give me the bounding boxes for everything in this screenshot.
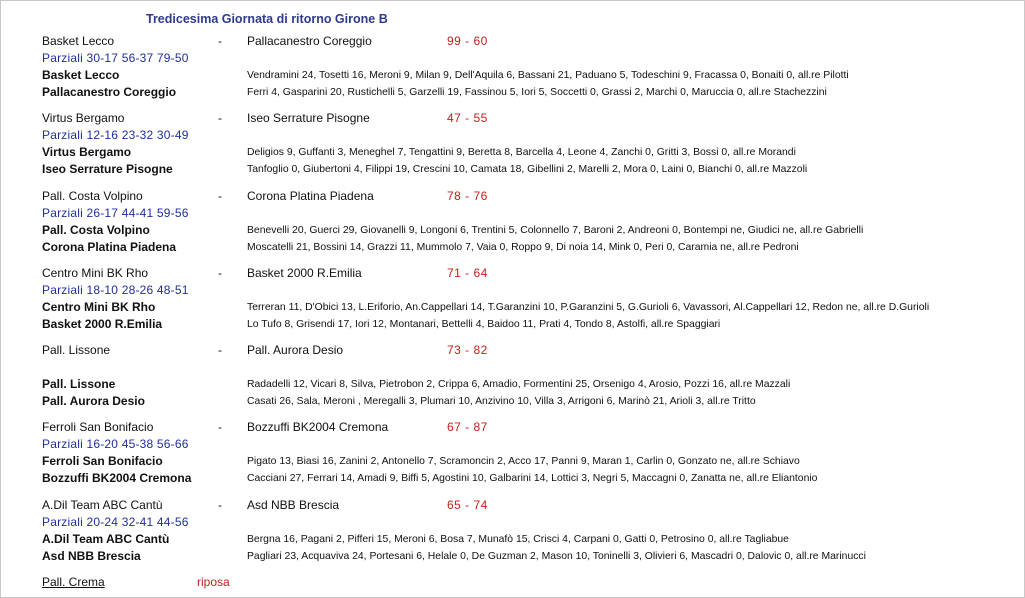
match-home-team: A.Dil Team ABC Cantù [42,498,163,512]
match-score: 78 - 76 [447,189,488,203]
away-team-name: Pallacanestro Coreggio [42,85,177,99]
match-score: 67 - 87 [447,420,488,434]
match-score: 73 - 82 [447,343,488,357]
match-score: 47 - 55 [447,111,488,125]
match-home-team: Basket Lecco [42,34,115,48]
match-score: 99 - 60 [447,34,488,48]
home-players: Benevelli 20, Guerci 29, Giovanelli 9, Longoni 6, Trentini 5, Colonnello 7, Baroni 2, Andreoni 0, Bontempi ne, Giudici ne, all.re Gabrielli [247,225,864,236]
away-players: Moscatelli 21, Bossini 14, Grazzi 11, Mummolo 7, Vaia 0, Roppo 9, Di noia 14, Mink 0, Peri 0, Caramia ne, all.re Pedroni [247,242,799,253]
match-separator: - [218,420,222,434]
match-parziali: Parziali 12-16 23-32 30-49 [42,128,189,142]
match-separator: - [218,189,222,203]
away-team-name: Bozzuffi BK2004 Cremona [42,471,192,485]
home-players: Deligios 9, Guffanti 3, Meneghel 7, Tengattini 9, Beretta 8, Barcella 4, Leone 4, Zanchi 0, Gritti 3, Bossi 0, all.re Morandi [247,147,796,158]
match-separator: - [218,266,222,280]
match-home-team: Pall. Costa Volpino [42,189,143,203]
rest-label: riposa [197,575,230,589]
match-separator: - [218,34,222,48]
home-team-name: Ferroli San Bonifacio [42,454,163,468]
home-players: Terreran 11, D'Obici 13, L.Eriforio, An.Cappellari 14, T.Garanzini 10, P.Garanzini 5, G.Gurioli 6, Vavassori, Al.Cappellari 12, Redon ne, all.re D.Gurioli [247,302,930,313]
match-score: 65 - 74 [447,498,488,512]
match-parziali: Parziali 16-20 45-38 56-66 [42,437,189,451]
match-away-team: Iseo Serrature Pisogne [247,111,370,125]
match-separator: - [218,498,222,512]
home-players: Bergna 16, Pagani 2, Pifferi 15, Meroni 6, Bosa 7, Munafò 15, Crisci 4, Carpani 0, Gatti 0, Petrosino 0, all.re Tagliabue [247,534,789,545]
home-players: Radadelli 12, Vicari 8, Silva, Pietrobon 2, Crippa 6, Amadio, Formentini 25, Orsenigo 4, Arosio, Pozzi 16, all.re Mazzali [247,379,791,390]
home-team-name: Pall. Lissone [42,377,116,391]
away-players: Cacciani 27, Ferrari 14, Amadi 9, Biffi 5, Agostini 10, Galbarini 14, Lottici 3, Negri 5, Maccagni 0, Zanatta ne, all.re Eliantonio [247,473,818,484]
match-away-team: Basket 2000 R.Emilia [247,266,362,280]
match-home-team: Virtus Bergamo [42,111,125,125]
match-parziali: Parziali 30-17 56-37 79-50 [42,51,189,65]
away-team-name: Iseo Serrature Pisogne [42,162,173,176]
away-players: Tanfoglio 0, Giubertoni 4, Filippi 19, Crescini 10, Camata 18, Gibellini 2, Marelli 2, Mora 0, Laini 0, Bianchi 0, all.re Mazzoli [247,164,808,175]
match-parziali: Parziali 20-24 32-41 44-56 [42,515,189,529]
away-team-name: Basket 2000 R.Emilia [42,317,163,331]
away-players: Lo Tufo 8, Grisendi 17, Iori 12, Montanari, Bettelli 4, Baidoo 11, Prati 4, Tondo 8, Astolfi, all.re Spaggiari [247,319,721,330]
away-players: Casati 26, Sala, Meroni , Meregalli 3, Plumari 10, Anzivino 10, Villa 3, Arrigoni 6, Marinò 21, Arioli 3, all.re Tritto [247,396,756,407]
match-away-team: Pall. Aurora Desio [247,343,344,357]
home-players: Pigato 13, Biasi 16, Zanini 2, Antonello 7, Scramoncin 2, Acco 17, Panni 9, Maran 1, Carlin 0, Gonzato ne, all.re Schiavo [247,456,800,467]
away-team-name: Corona Platina Piadena [42,240,177,254]
match-score: 71 - 64 [447,266,488,280]
rest-team: Pall. Crema [42,575,105,589]
home-team-name: Pall. Costa Volpino [42,223,150,237]
match-parziali: Parziali 26-17 44-41 59-56 [42,206,189,220]
home-team-name: A.Dil Team ABC Cantù [42,532,170,546]
match-home-team: Centro Mini BK Rho [42,266,149,280]
match-away-team: Asd NBB Brescia [247,498,340,512]
away-team-name: Pall. Aurora Desio [42,394,145,408]
away-players: Pagliari 23, Acquaviva 24, Portesani 6, Helale 0, De Guzman 2, Mason 10, Toninelli 3, Olivieri 6, Mascadri 0, Dalovic 0, all.re Marinucci [247,551,866,562]
match-away-team: Bozzuffi BK2004 Cremona [247,420,389,434]
home-team-name: Virtus Bergamo [42,145,132,159]
away-players: Ferri 4, Gasparini 20, Rustichelli 5, Garzelli 19, Fassinou 5, Iori 5, Soccetti 0, Grassi 2, Marchi 0, Maruccia 0, all.re Stachezzini [247,87,827,98]
match-away-team: Pallacanestro Coreggio [247,34,372,48]
match-home-team: Ferroli San Bonifacio [42,420,154,434]
match-away-team: Corona Platina Piadena [247,189,374,203]
match-separator: - [218,111,222,125]
page-title: Tredicesima Giornata di ritorno Girone B [146,12,388,26]
away-team-name: Asd NBB Brescia [42,549,141,563]
match-parziali: Parziali 18-10 28-26 48-51 [42,283,189,297]
match-separator: - [218,343,222,357]
home-players: Vendramini 24, Tosetti 16, Meroni 9, Milan 9, Dell'Aquila 6, Bassani 21, Paduano 5, Todeschini 9, Fracassa 0, Bonaiti 0, all.re Pilotti [247,70,849,81]
home-team-name: Centro Mini BK Rho [42,300,156,314]
match-home-team: Pall. Lissone [42,343,111,357]
home-team-name: Basket Lecco [42,68,120,82]
